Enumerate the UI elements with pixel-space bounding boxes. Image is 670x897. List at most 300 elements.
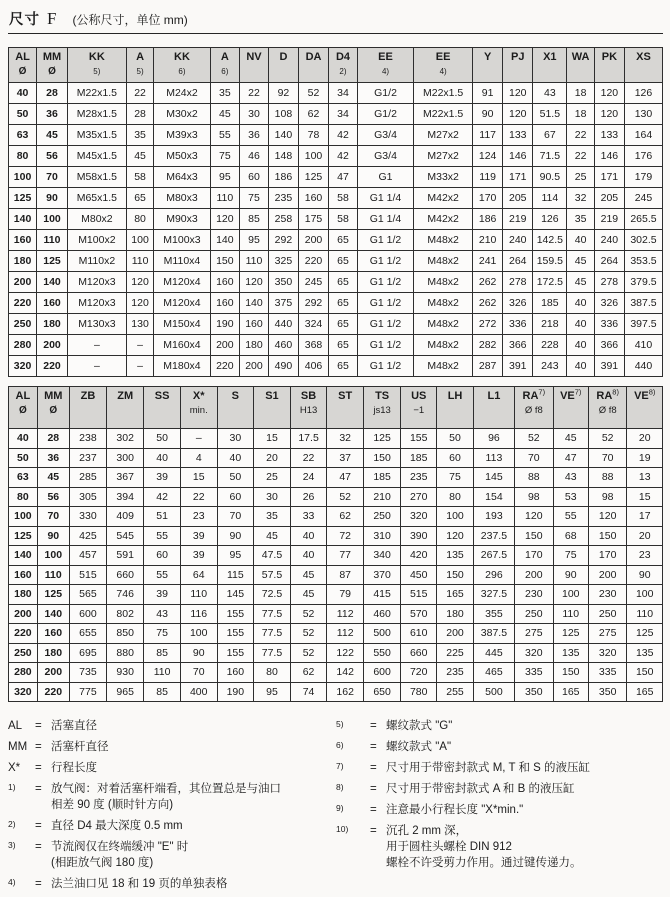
table-cell: 74 bbox=[290, 682, 327, 702]
table-cell: 36 bbox=[37, 448, 69, 468]
table-cell: M120x3 bbox=[67, 272, 126, 293]
table-cell: 46 bbox=[240, 146, 269, 167]
table-cell: 77.5 bbox=[254, 624, 291, 644]
table-cell: 155 bbox=[217, 624, 254, 644]
table-row bbox=[9, 565, 663, 585]
table-cell: 292 bbox=[298, 293, 328, 314]
table-cell: M64x3 bbox=[154, 167, 210, 188]
table-cell: 650 bbox=[363, 682, 400, 702]
table-row bbox=[9, 546, 663, 566]
footnote-item bbox=[8, 781, 336, 813]
table-cell: 117 bbox=[473, 125, 503, 146]
table-cell: 52 bbox=[290, 604, 327, 624]
table-cell: 122 bbox=[327, 643, 364, 663]
table-row bbox=[9, 125, 663, 146]
table-cell: 125 bbox=[627, 624, 663, 644]
footnote-key: 9) bbox=[336, 803, 344, 813]
table-cell: 235 bbox=[268, 188, 298, 209]
table-cell: 58 bbox=[126, 167, 153, 188]
table-cell: 225 bbox=[437, 643, 474, 663]
table-cell: 327.5 bbox=[473, 585, 514, 605]
table-cell: 250 bbox=[588, 604, 627, 624]
table-cell: 91 bbox=[473, 83, 503, 104]
table-cell: 237.5 bbox=[473, 526, 514, 546]
table-cell: 126 bbox=[624, 83, 662, 104]
table-cell: G1 1/2 bbox=[357, 230, 413, 251]
table-cell: 409 bbox=[107, 507, 144, 527]
table-cell: 200 bbox=[37, 663, 69, 683]
table-cell: 70 bbox=[588, 448, 627, 468]
table-cell: 90 bbox=[473, 104, 503, 125]
title-suffix: (公称尺寸，单位 mm) bbox=[72, 13, 188, 27]
table-cell: 125 bbox=[363, 429, 400, 449]
table-cell: 457 bbox=[69, 546, 106, 566]
table-cell: 70 bbox=[37, 507, 69, 527]
table-cell: 200 bbox=[210, 335, 239, 356]
table-cell: 200 bbox=[515, 565, 554, 585]
table-cell: 515 bbox=[401, 585, 437, 605]
table-cell: 219 bbox=[503, 209, 533, 230]
table-cell: 240 bbox=[503, 230, 533, 251]
table-cell: 324 bbox=[298, 314, 328, 335]
table-cell: 52 bbox=[298, 83, 328, 104]
table-cell: 150 bbox=[588, 526, 627, 546]
table-cell: 355 bbox=[473, 604, 514, 624]
table-cell: 42 bbox=[329, 146, 358, 167]
table-cell: 265.5 bbox=[624, 209, 662, 230]
table-cell: 32 bbox=[327, 429, 364, 449]
table-cell: 210 bbox=[473, 230, 503, 251]
table-cell: 220 bbox=[37, 356, 68, 377]
table-cell: 142.5 bbox=[533, 230, 567, 251]
table-cell: 410 bbox=[624, 335, 662, 356]
table-cell: 220 bbox=[9, 293, 37, 314]
table-cell: 262 bbox=[473, 293, 503, 314]
table-cell: 162 bbox=[327, 682, 364, 702]
table-cell: 125 bbox=[298, 167, 328, 188]
table-cell: 68 bbox=[553, 526, 588, 546]
table-cell: 180 bbox=[437, 604, 474, 624]
table-cell: 50 bbox=[9, 448, 38, 468]
column-header-s: S bbox=[217, 387, 254, 429]
table-cell: 52 bbox=[588, 429, 627, 449]
table-cell: 52 bbox=[327, 487, 364, 507]
table-cell: 110 bbox=[627, 604, 663, 624]
table-cell: 15 bbox=[627, 487, 663, 507]
table-cell: 440 bbox=[268, 314, 298, 335]
table-cell: 40 bbox=[567, 356, 594, 377]
table-cell: M48x2 bbox=[414, 230, 473, 251]
table-cell: 150 bbox=[437, 565, 474, 585]
table-cell: M120x4 bbox=[154, 293, 210, 314]
table-cell: 45 bbox=[37, 468, 69, 488]
table-cell: 45 bbox=[553, 429, 588, 449]
table-cell: 320 bbox=[588, 643, 627, 663]
table-cell: 25 bbox=[567, 167, 594, 188]
table-cell: 65 bbox=[329, 335, 358, 356]
table-cell: 62 bbox=[327, 507, 364, 527]
title-label: 尺寸 bbox=[9, 12, 40, 28]
table-cell: 302.5 bbox=[624, 230, 662, 251]
footnote-item bbox=[336, 823, 663, 871]
table-cell: 100 bbox=[37, 546, 69, 566]
table-cell: 186 bbox=[268, 167, 298, 188]
table-cell: 110 bbox=[180, 585, 217, 605]
table-cell: 135 bbox=[553, 643, 588, 663]
table-cell: 250 bbox=[9, 314, 37, 335]
column-header-d4: D4 2) bbox=[329, 48, 358, 83]
table-cell: G1/2 bbox=[357, 83, 413, 104]
table-cell: 287 bbox=[473, 356, 503, 377]
table-cell: 140 bbox=[210, 230, 239, 251]
table-cell: 210 bbox=[363, 487, 400, 507]
table-cell: 282 bbox=[473, 335, 503, 356]
table-cell: M48x2 bbox=[414, 314, 473, 335]
table-cell: 88 bbox=[588, 468, 627, 488]
table-cell: 370 bbox=[363, 565, 400, 585]
table-cell: 600 bbox=[69, 604, 106, 624]
header-row bbox=[9, 48, 663, 83]
table-cell: 591 bbox=[107, 546, 144, 566]
table-cell: 40 bbox=[567, 230, 594, 251]
table-cell: 51 bbox=[144, 507, 181, 527]
table-cell: 53 bbox=[553, 487, 588, 507]
table-cell: M35x1.5 bbox=[67, 125, 126, 146]
table-cell: 100 bbox=[627, 585, 663, 605]
table-cell: 237 bbox=[69, 448, 106, 468]
table-cell: 100 bbox=[180, 624, 217, 644]
table-cell: 440 bbox=[624, 356, 662, 377]
table-cell: 275 bbox=[588, 624, 627, 644]
table-cell: 35 bbox=[126, 125, 153, 146]
table-cell: 40 bbox=[290, 526, 327, 546]
table-row bbox=[9, 146, 663, 167]
table-cell: 43 bbox=[144, 604, 181, 624]
table-cell: 241 bbox=[473, 251, 503, 272]
table-cell: 77.5 bbox=[254, 604, 291, 624]
table-cell: 45 bbox=[210, 104, 239, 125]
table-cell: 160 bbox=[210, 272, 239, 293]
table-cell: 330 bbox=[69, 507, 106, 527]
table-cell: 391 bbox=[503, 356, 533, 377]
table-cell: 85 bbox=[144, 682, 181, 702]
table-cell: 235 bbox=[401, 468, 437, 488]
column-header-s1: S1 bbox=[254, 387, 291, 429]
footnote-key: 5) bbox=[336, 719, 344, 729]
table-cell: 119 bbox=[473, 167, 503, 188]
table-cell: 79 bbox=[327, 585, 364, 605]
table-cell: 65 bbox=[329, 251, 358, 272]
table-cell: 110 bbox=[126, 251, 153, 272]
table-cell: M22x1.5 bbox=[414, 104, 473, 125]
table-cell: 660 bbox=[401, 643, 437, 663]
footnote-equals: = bbox=[370, 720, 377, 732]
table-cell: 90 bbox=[553, 565, 588, 585]
table-cell: 205 bbox=[503, 188, 533, 209]
table-cell: 367 bbox=[107, 468, 144, 488]
table-cell: 40 bbox=[144, 448, 181, 468]
table-cell: M28x1.5 bbox=[67, 104, 126, 125]
table-cell: 39 bbox=[144, 585, 181, 605]
table-cell: M27x2 bbox=[414, 146, 473, 167]
table-cell: 415 bbox=[363, 585, 400, 605]
table-cell: 87 bbox=[327, 565, 364, 585]
table-cell: 120 bbox=[126, 293, 153, 314]
footnote-text: 活塞直径 bbox=[51, 720, 97, 732]
table-cell: 353.5 bbox=[624, 251, 662, 272]
footnote-text: 节流阀仅在终端缓冲 "E" 时 (相距放气阀 180 度) bbox=[51, 841, 189, 869]
title-divider bbox=[8, 33, 663, 34]
table-cell: 40 bbox=[9, 429, 38, 449]
table-cell: 100 bbox=[9, 507, 38, 527]
table-cell: 160 bbox=[240, 314, 269, 335]
column-header-st: ST bbox=[327, 387, 364, 429]
table-cell: 320 bbox=[515, 643, 554, 663]
table-cell: 160 bbox=[298, 188, 328, 209]
table-cell: G3/4 bbox=[357, 125, 413, 146]
table-cell: 780 bbox=[401, 682, 437, 702]
table-cell: 36 bbox=[240, 125, 269, 146]
table-cell: 80 bbox=[437, 487, 474, 507]
table-cell: M33x2 bbox=[414, 167, 473, 188]
table-cell: G1 1/2 bbox=[357, 293, 413, 314]
table-cell: M48x2 bbox=[414, 293, 473, 314]
table-cell: 305 bbox=[69, 487, 106, 507]
table-cell: 230 bbox=[515, 585, 554, 605]
column-header-da: DA bbox=[298, 48, 328, 83]
column-header-ra: RA$^{7)}$ Ø f8 bbox=[515, 387, 554, 429]
table-cell: 116 bbox=[180, 604, 217, 624]
table-cell: 264 bbox=[503, 251, 533, 272]
table-cell: 15 bbox=[254, 429, 291, 449]
table-cell: 70 bbox=[515, 448, 554, 468]
table-cell: 22 bbox=[180, 487, 217, 507]
table-cell: 150 bbox=[363, 448, 400, 468]
table-cell: 368 bbox=[298, 335, 328, 356]
table-cell: 220 bbox=[9, 624, 38, 644]
table-cell: 120 bbox=[437, 526, 474, 546]
table-cell: 190 bbox=[210, 314, 239, 335]
footnote-key: 10) bbox=[336, 824, 349, 834]
table-cell: G1 1/2 bbox=[357, 335, 413, 356]
table-cell: 125 bbox=[37, 251, 68, 272]
table-cell: 52 bbox=[290, 624, 327, 644]
table-cell: 75 bbox=[437, 468, 474, 488]
table-cell: 165 bbox=[437, 585, 474, 605]
table-cell: 397.5 bbox=[624, 314, 662, 335]
table-row bbox=[9, 448, 663, 468]
table-cell: 63 bbox=[9, 125, 37, 146]
table-cell: 160 bbox=[37, 624, 69, 644]
table-cell: 90 bbox=[627, 565, 663, 585]
column-header-ss: SS bbox=[144, 387, 181, 429]
header-row bbox=[9, 387, 663, 429]
table-cell: 110 bbox=[37, 230, 68, 251]
table-row bbox=[9, 356, 663, 377]
table-cell: 160 bbox=[9, 230, 37, 251]
footnote-text: 直径 D4 最大深度 0.5 mm bbox=[51, 820, 183, 832]
table-cell: – bbox=[67, 335, 126, 356]
table-cell: 40 bbox=[567, 335, 594, 356]
column-header-ve: VE$^{8)}$ bbox=[627, 387, 663, 429]
table-cell: 42 bbox=[144, 487, 181, 507]
table-cell: 655 bbox=[69, 624, 106, 644]
title-code: F bbox=[47, 9, 57, 28]
table-cell: 57.5 bbox=[254, 565, 291, 585]
table-cell: 171 bbox=[594, 167, 624, 188]
table-cell: 219 bbox=[594, 209, 624, 230]
table-cell: 45 bbox=[290, 585, 327, 605]
table-cell: 171 bbox=[503, 167, 533, 188]
table-row bbox=[9, 585, 663, 605]
table-cell: 695 bbox=[69, 643, 106, 663]
table-cell: 120 bbox=[594, 104, 624, 125]
table-cell: 30 bbox=[240, 104, 269, 125]
table-cell: 320 bbox=[9, 356, 37, 377]
table-cell: 746 bbox=[107, 585, 144, 605]
table-cell: 34 bbox=[329, 83, 358, 104]
column-header-ra: RA$^{8)}$ Ø f8 bbox=[588, 387, 627, 429]
table-cell: 500 bbox=[473, 682, 514, 702]
column-header-mm: MM Ø bbox=[37, 48, 68, 83]
footnote-equals: = bbox=[35, 783, 42, 795]
table-cell: 110 bbox=[144, 663, 181, 683]
table-cell: 366 bbox=[594, 335, 624, 356]
table-cell: 51.5 bbox=[533, 104, 567, 125]
table-cell: 545 bbox=[107, 526, 144, 546]
table-cell: M45x1.5 bbox=[67, 146, 126, 167]
table-cell: 205 bbox=[594, 188, 624, 209]
table-cell: G3/4 bbox=[357, 146, 413, 167]
table-cell: 230 bbox=[588, 585, 627, 605]
table-cell: 176 bbox=[624, 146, 662, 167]
table-cell: 120 bbox=[515, 507, 554, 527]
table-cell: 148 bbox=[268, 146, 298, 167]
footnote-text: 螺纹款式 "A" bbox=[386, 741, 452, 753]
table-row bbox=[9, 604, 663, 624]
table-cell: 70 bbox=[37, 167, 68, 188]
table-cell: 90 bbox=[180, 643, 217, 663]
column-header-x: X* min. bbox=[180, 387, 217, 429]
table-cell: 280 bbox=[9, 335, 37, 356]
table-cell: 610 bbox=[401, 624, 437, 644]
table-cell: 17 bbox=[627, 507, 663, 527]
column-header-xs: XS bbox=[624, 48, 662, 83]
footnote-key: 2) bbox=[8, 819, 16, 829]
table-cell: 140 bbox=[9, 209, 37, 230]
table-cell: 135 bbox=[437, 546, 474, 566]
table-cell: 145 bbox=[217, 585, 254, 605]
table-cell: 90 bbox=[37, 188, 68, 209]
table-cell: G1 1/2 bbox=[357, 314, 413, 335]
table-cell: 126 bbox=[533, 209, 567, 230]
table-cell: 112 bbox=[327, 624, 364, 644]
table-cell: 267.5 bbox=[473, 546, 514, 566]
table-cell: 180 bbox=[9, 585, 38, 605]
footnote-key: MM bbox=[8, 741, 28, 753]
table-cell: 85 bbox=[144, 643, 181, 663]
footnotes-section bbox=[8, 718, 663, 897]
table-cell: 278 bbox=[503, 272, 533, 293]
table-cell: 32 bbox=[567, 188, 594, 209]
table-row bbox=[9, 209, 663, 230]
footnote-item bbox=[8, 839, 336, 871]
table-cell: 95 bbox=[210, 167, 239, 188]
table-cell: 52 bbox=[515, 429, 554, 449]
column-header-us: US −1 bbox=[401, 387, 437, 429]
footnote-equals: = bbox=[35, 820, 42, 832]
table-cell: 78 bbox=[298, 125, 328, 146]
table-cell: G1 1/4 bbox=[357, 188, 413, 209]
table-cell: 39 bbox=[180, 526, 217, 546]
table-cell: G1 1/2 bbox=[357, 251, 413, 272]
table-cell: 113 bbox=[473, 448, 514, 468]
table-cell: 55 bbox=[144, 565, 181, 585]
table-cell: 465 bbox=[473, 663, 514, 683]
footnote-key: 7) bbox=[336, 761, 344, 771]
table-cell: 22 bbox=[126, 83, 153, 104]
table-cell: 110 bbox=[210, 188, 239, 209]
table-cell: 24 bbox=[290, 468, 327, 488]
table-cell: 200 bbox=[588, 565, 627, 585]
table-cell: 387.5 bbox=[473, 624, 514, 644]
footnote-key: 8) bbox=[336, 782, 344, 792]
footnote-text: 放气阀：对着活塞杆端看，其位置总是与油口 相差 90 度 (顺时针方向) bbox=[51, 783, 281, 811]
table-cell: 100 bbox=[37, 209, 68, 230]
table-cell: 80 bbox=[9, 146, 37, 167]
table-cell: 100 bbox=[437, 507, 474, 527]
table-cell: 200 bbox=[9, 604, 38, 624]
table-cell: 425 bbox=[69, 526, 106, 546]
table-cell: 56 bbox=[37, 487, 69, 507]
table-row bbox=[9, 487, 663, 507]
table-row bbox=[9, 251, 663, 272]
table-cell: 56 bbox=[37, 146, 68, 167]
table-cell: 160 bbox=[217, 663, 254, 683]
table-cell: G1 1/4 bbox=[357, 209, 413, 230]
table-cell: 245 bbox=[624, 188, 662, 209]
table-cell: 133 bbox=[503, 125, 533, 146]
table-cell: 450 bbox=[401, 565, 437, 585]
table-cell: 150 bbox=[210, 251, 239, 272]
table-cell: 75 bbox=[210, 146, 239, 167]
footnote-item bbox=[336, 781, 663, 797]
table-cell: M50x3 bbox=[154, 146, 210, 167]
table-cell: 72.5 bbox=[254, 585, 291, 605]
table-cell: 235 bbox=[437, 663, 474, 683]
table-cell: 47 bbox=[327, 468, 364, 488]
table-cell: 20 bbox=[254, 448, 291, 468]
table-cell: 600 bbox=[363, 663, 400, 683]
footnotes-left-column bbox=[8, 718, 336, 897]
table-cell: 255 bbox=[437, 682, 474, 702]
table-cell: 390 bbox=[401, 526, 437, 546]
table-cell: 52 bbox=[290, 643, 327, 663]
page-title bbox=[9, 8, 663, 29]
table-cell: 250 bbox=[515, 604, 554, 624]
table-cell: 55 bbox=[553, 507, 588, 527]
table-cell: 375 bbox=[268, 293, 298, 314]
table-cell: M100x3 bbox=[154, 230, 210, 251]
table-row bbox=[9, 230, 663, 251]
table-cell: M39x3 bbox=[154, 125, 210, 146]
table-cell: 35 bbox=[567, 209, 594, 230]
table-cell: 154 bbox=[473, 487, 514, 507]
table-cell: 88 bbox=[515, 468, 554, 488]
table-cell: – bbox=[67, 356, 126, 377]
table-cell: 320 bbox=[401, 507, 437, 527]
footnote-key: AL bbox=[8, 720, 23, 732]
